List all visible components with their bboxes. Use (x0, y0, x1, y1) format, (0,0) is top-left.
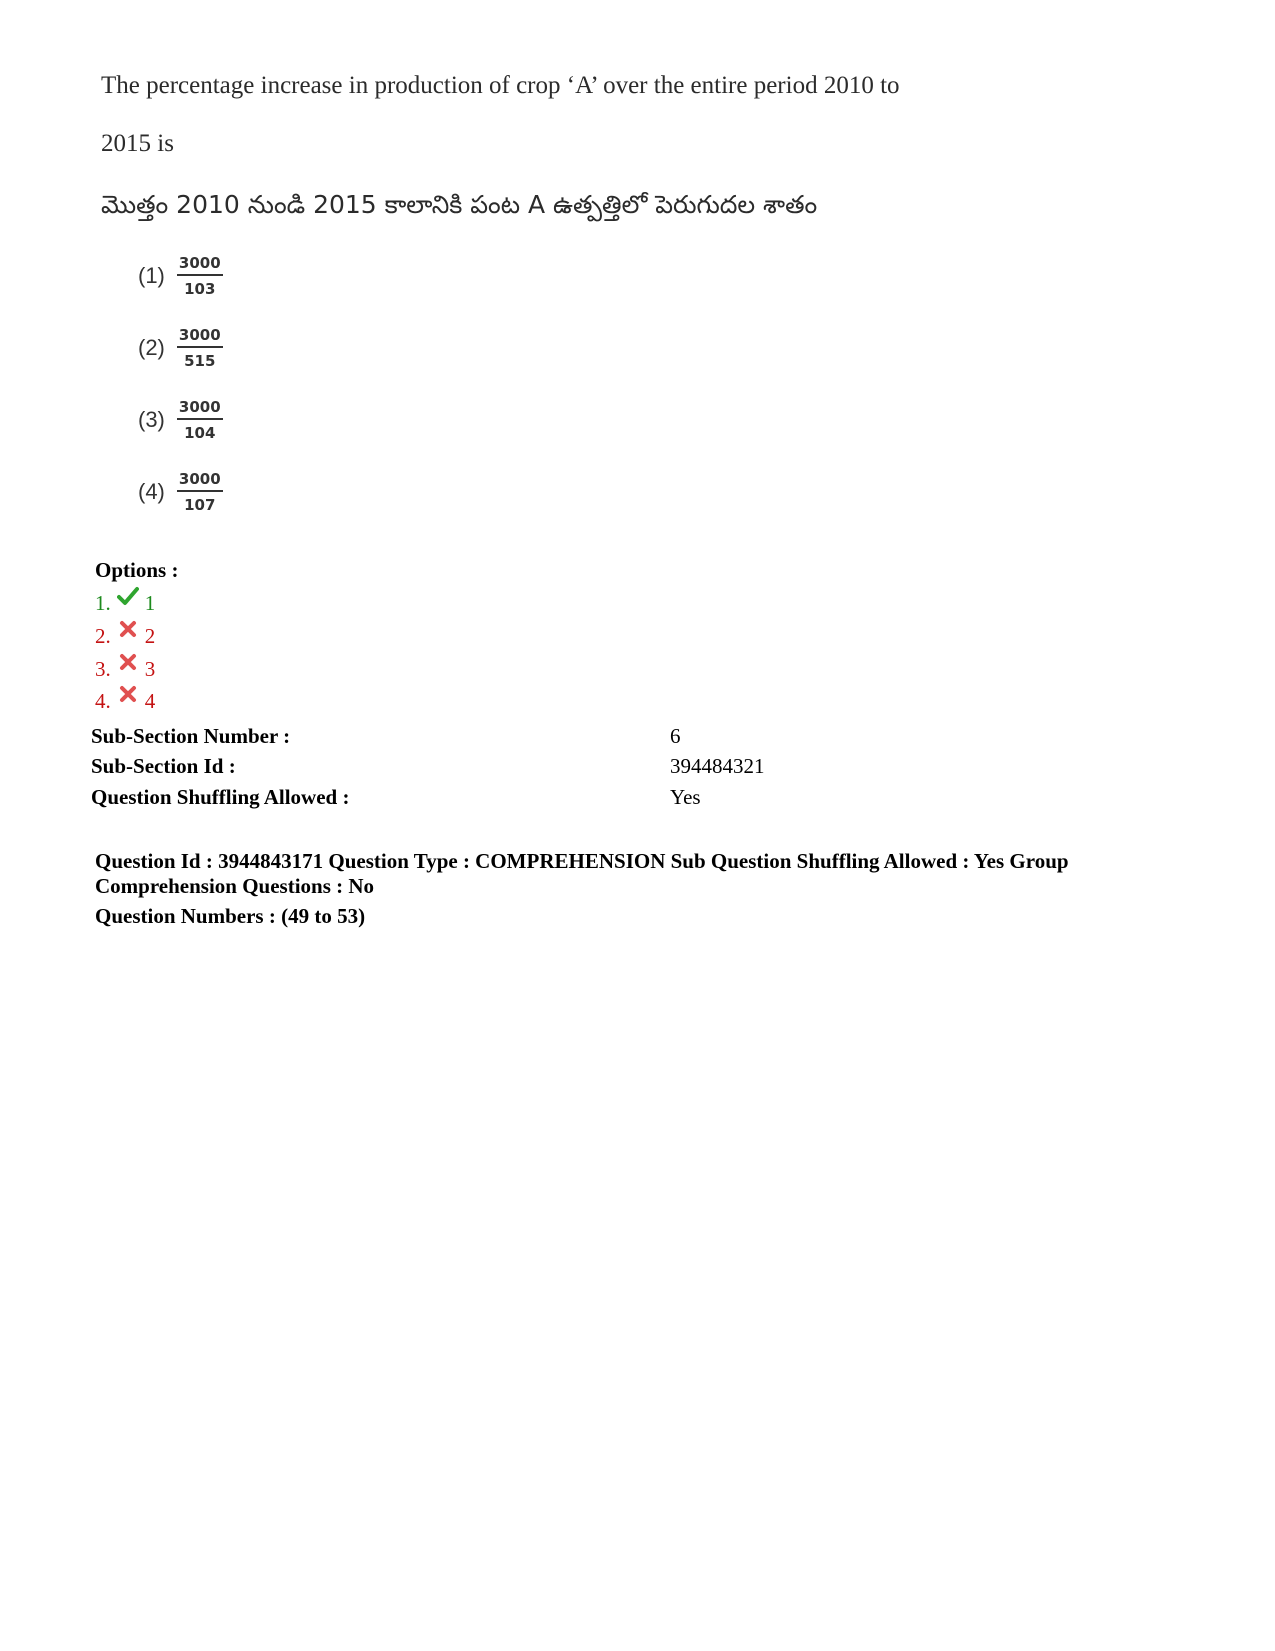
option-value: 2 (144, 624, 156, 648)
fraction-denominator: 103 (184, 280, 216, 298)
option-3 (95, 657, 155, 682)
option-index: 4. (95, 689, 111, 713)
choice-label: (1) (138, 263, 165, 288)
question-shuffling-value: Yes (670, 785, 701, 809)
subsection-id-value: 394484321 (670, 754, 765, 778)
cross-icon (117, 618, 139, 640)
option-index: 2. (95, 624, 111, 648)
fraction-numerator: 3000 (177, 471, 223, 492)
option-value: 3 (144, 657, 156, 681)
answer-choice-3 (138, 399, 223, 441)
fraction-denominator: 104 (184, 424, 216, 442)
fraction (177, 471, 223, 513)
fraction-numerator: 3000 (177, 255, 223, 276)
fraction-numerator: 3000 (177, 399, 223, 420)
subsection-number-value: 6 (670, 724, 681, 748)
answer-choice-4 (138, 471, 223, 513)
answer-choice-1 (138, 255, 223, 297)
option-value: 1 (144, 591, 156, 615)
subsection-number-label: Sub-Section Number : (91, 724, 291, 748)
question-text-line-2: 2015 is (101, 130, 174, 157)
fraction (177, 327, 223, 369)
question-info-line-2: Comprehension Questions : No (95, 874, 375, 898)
check-icon (117, 585, 139, 607)
answer-choice-2 (138, 327, 223, 369)
cross-icon (117, 683, 139, 705)
option-1 (95, 591, 155, 616)
fraction (177, 255, 223, 297)
option-index: 1. (95, 591, 111, 615)
question-text-line-1: The percentage increase in production of crop ‘A’ over the entire period 2010 to (101, 72, 900, 99)
fraction-numerator: 3000 (177, 327, 223, 348)
choice-label: (2) (138, 335, 165, 360)
question-info-line-1: Question Id : 3944843171 Question Type : COMPREHENSION Sub Question Shuffling Allowed : Yes Group (95, 849, 1069, 873)
choice-label: (4) (138, 479, 165, 504)
subsection-id-label: Sub-Section Id : (91, 754, 236, 778)
fraction-denominator: 107 (184, 496, 216, 514)
question-text-telugu: మొత్తం 2010 నుండి 2015 కాలానికి పంట A ఉత్పత్తిలో పెరుగుదల శాతం (101, 190, 818, 219)
choice-label: (3) (138, 407, 165, 432)
option-value: 4 (144, 689, 156, 713)
question-numbers: Question Numbers : (49 to 53) (95, 904, 366, 928)
option-index: 3. (95, 657, 111, 681)
cross-icon (117, 651, 139, 673)
options-heading: Options : (95, 558, 179, 582)
fraction-denominator: 515 (184, 352, 216, 370)
option-2 (95, 624, 155, 649)
fraction (177, 399, 223, 441)
option-4 (95, 689, 155, 714)
question-shuffling-label: Question Shuffling Allowed : (91, 785, 350, 809)
